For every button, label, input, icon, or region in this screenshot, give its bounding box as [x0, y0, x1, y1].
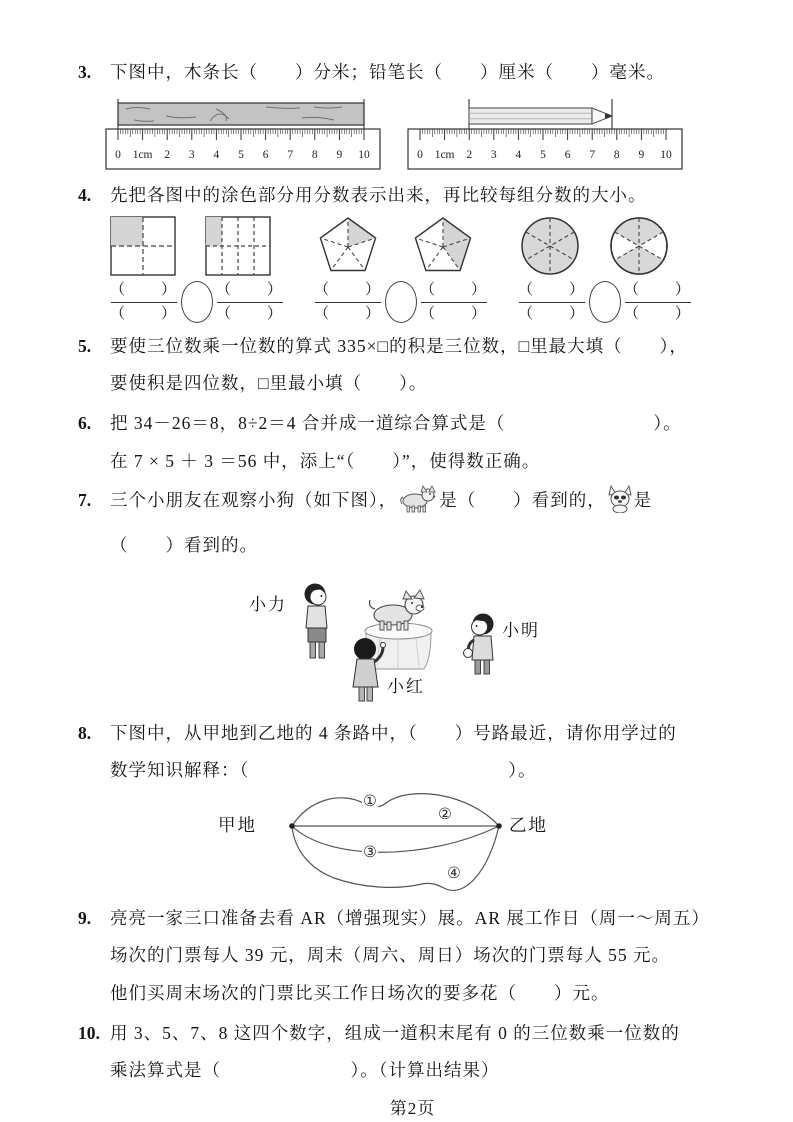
question-7 — [78, 482, 747, 712]
fraction-blank: $\frac{( )}{( )}$ — [518, 282, 587, 322]
fraction-compare-group — [110, 280, 285, 324]
comparison-circle — [589, 281, 621, 323]
question-5 — [78, 328, 747, 403]
question-text-line: （ ）看到的。 — [110, 534, 258, 555]
q7-scene-figure — [235, 565, 575, 713]
boy-xiaoming — [464, 613, 494, 674]
shaded-quarter — [111, 217, 143, 246]
comparison-circle — [385, 281, 417, 323]
page-number: 第2页 — [389, 1098, 436, 1118]
place-jiadi: 甲地 — [218, 814, 257, 835]
q8-path-figure — [182, 790, 612, 898]
fraction-compare-group — [518, 280, 693, 324]
svg-text:0: 0 — [115, 148, 121, 161]
svg-text:10: 10 — [358, 148, 370, 161]
svg-text:7: 7 — [287, 148, 294, 161]
end-dot — [496, 823, 502, 829]
question-7-number: 7. — [78, 490, 92, 511]
question-3-number: 3. — [78, 62, 92, 82]
pencil-ruler-figure — [406, 95, 684, 173]
path-4 — [292, 826, 499, 890]
path-label-3: ③ — [363, 843, 377, 861]
question-text-line: 要使积是四位数，□里最小填（ ）。 — [110, 373, 428, 394]
question-4-shapes — [110, 216, 747, 276]
label-xiaohong: 小红 — [387, 676, 425, 696]
fraction-compare-group — [314, 280, 489, 324]
fraction-blank: $\frac{( )}{( )}$ — [110, 282, 179, 322]
boy-xiaoli — [305, 583, 328, 658]
question-4 — [78, 177, 747, 326]
fraction-bar — [315, 302, 381, 303]
question-3-text: 下图中，木条长（ ）分米；铅笔长（ ）厘米（ ）毫米。 — [110, 62, 665, 82]
svg-text:8: 8 — [613, 148, 620, 161]
wood-stick — [118, 103, 364, 125]
question-text-line: 乘法算式是（ ）。（计算出结果） — [110, 1060, 500, 1081]
question-5-number: 5. — [78, 335, 92, 356]
square-pair — [110, 216, 271, 276]
question-text-line: 在 7 × 5 ＋ 3 ＝56 中，添上“（ ）”，使得数正确。 — [110, 450, 541, 471]
question-6-number: 6. — [78, 413, 92, 433]
dog-front-view-icon — [608, 485, 632, 527]
question-text-line: 场次的门票每人 39 元，周末（周六、周日）场次的门票每人 55 元。 — [110, 945, 670, 966]
circle-four-sixths-figure — [609, 216, 669, 276]
fraction-compare-row — [110, 280, 747, 324]
question-text-line: 下图中，从甲地到乙地的 4 条路中，（ ）号路最近，请你用学过的 — [110, 722, 677, 743]
question-8-number: 8. — [78, 722, 92, 743]
question-3 — [78, 54, 747, 175]
pentagon-pair — [315, 216, 476, 276]
svg-text:7: 7 — [589, 148, 596, 161]
question-4-text: 先把各图中的涂色部分用分数表示出来，再比较每组分数的大小。 — [110, 184, 647, 205]
question-text-part: 三个小朋友在观察小狗（如下图）， — [110, 490, 398, 511]
svg-text:6: 6 — [262, 148, 269, 161]
fraction-blank: $\frac{( )}{( )}$ — [420, 282, 489, 322]
question-6 — [78, 405, 747, 480]
svg-text:5: 5 — [540, 148, 546, 161]
dog-side-view-icon — [399, 485, 437, 527]
path-label-4: ④ — [447, 864, 461, 882]
svg-text:6: 6 — [564, 148, 571, 161]
question-text-line: 用 3、5、7、8 这四个数字，组成一道积末尾有 0 的三位数乘一位数的 — [110, 1022, 680, 1043]
svg-text:3: 3 — [490, 148, 497, 161]
svg-text:0: 0 — [417, 148, 423, 161]
question-10 — [78, 1015, 747, 1090]
label-xiaoming: 小明 — [502, 620, 540, 640]
question-3-figures — [104, 95, 747, 173]
shaded-two-fifths — [443, 218, 471, 271]
svg-text:10: 10 — [660, 148, 672, 161]
path-3 — [292, 826, 499, 852]
svg-text:2: 2 — [466, 148, 473, 161]
question-10-number: 10. — [78, 1022, 100, 1043]
comparison-circle — [181, 281, 213, 323]
question-8 — [78, 715, 747, 898]
svg-text:9: 9 — [638, 148, 645, 161]
question-text-part: 是 — [633, 490, 653, 511]
shaded-eighth — [206, 217, 222, 246]
svg-text:1cm: 1cm — [434, 148, 455, 161]
fraction-bar — [217, 302, 283, 303]
svg-text:3: 3 — [188, 148, 195, 161]
svg-text:2: 2 — [164, 148, 171, 161]
svg-text:4: 4 — [213, 148, 220, 161]
square-quarters-figure — [110, 216, 176, 276]
question-text-line: 他们买周末场次的门票比买工作日场次的要多花（ ）元。 — [110, 983, 610, 1003]
circle-pair — [520, 216, 669, 276]
fraction-blank: $\frac{( )}{( )}$ — [216, 282, 285, 322]
question-text-line: 亮亮一家三口准备去看 AR（增强现实）展。AR 展工作日（周一～周五） — [110, 907, 710, 928]
fraction-bar — [519, 302, 585, 303]
path-1 — [292, 793, 499, 825]
question-9-number: 9. — [78, 907, 92, 928]
label-xiaoli: 小力 — [249, 594, 287, 614]
wood-stick-ruler-figure — [104, 95, 382, 173]
question-text-line: 把 34－26＝8，8÷2＝4 合并成一道综合算式是（ ）。 — [110, 413, 682, 433]
question-9 — [78, 900, 747, 1013]
start-dot — [289, 823, 295, 829]
question-text-line: 数学知识解释：（ ）。 — [110, 760, 537, 781]
fraction-bar — [421, 302, 487, 303]
question-7-text — [110, 482, 747, 527]
path-label-2: ② — [438, 805, 452, 823]
path-drawing — [182, 790, 612, 898]
pentagon-one-fifth-figure — [315, 216, 381, 276]
svg-text:9: 9 — [336, 148, 343, 161]
place-yidi: 乙地 — [509, 814, 548, 835]
svg-text:1cm: 1cm — [132, 148, 153, 161]
svg-text:5: 5 — [238, 148, 244, 161]
fraction-bar — [111, 302, 177, 303]
question-text-line: 要使三位数乘一位数的算式 335×□的积是三位数，□里最大填（ ）， — [110, 335, 688, 356]
pencil-body — [469, 108, 592, 124]
square-eighths-figure — [205, 216, 271, 276]
svg-text:4: 4 — [515, 148, 522, 161]
circle-six-sixths-figure — [520, 216, 580, 276]
fraction-blank: $\frac{( )}{( )}$ — [624, 282, 693, 322]
pentagon-two-fifths-figure — [410, 216, 476, 276]
question-text-part: 是（ ）看到的， — [439, 490, 606, 511]
fraction-bar — [625, 302, 691, 303]
path-label-1: ① — [363, 792, 377, 810]
fraction-blank: $\frac{( )}{( )}$ — [314, 282, 383, 322]
question-4-number: 4. — [78, 184, 92, 205]
svg-text:8: 8 — [311, 148, 318, 161]
